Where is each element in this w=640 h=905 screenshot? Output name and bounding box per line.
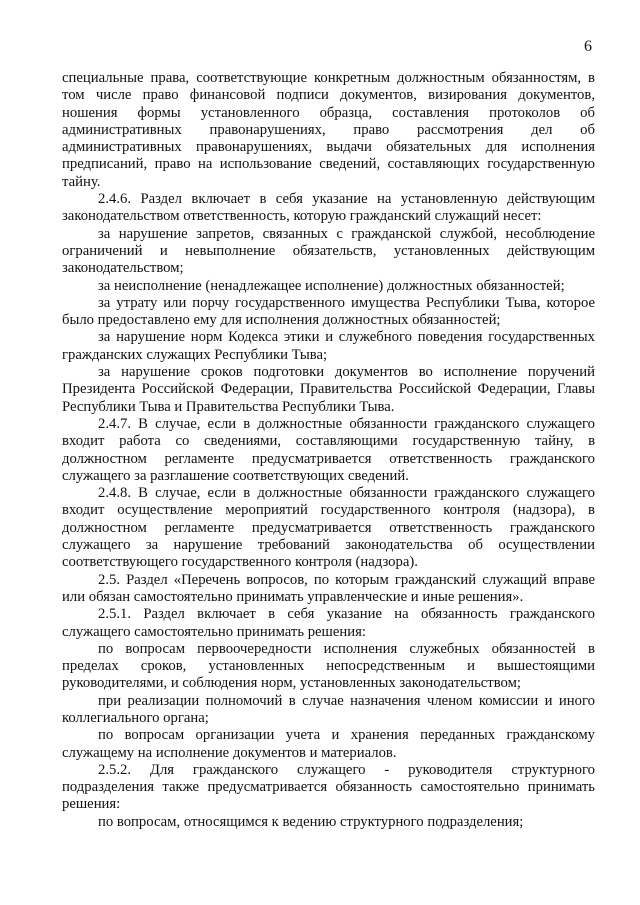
paragraph: за нарушение норм Кодекса этики и служебного поведения государственных гражданских служащих Республики Тыва; <box>62 329 595 363</box>
paragraph: по вопросам первоочередности исполнения служебных обязанностей в пределах сроков, установленных непосредственным и вышестоящими руководителями, и соблюдения норм, установленных законодательством; <box>62 640 595 692</box>
paragraph: 2.4.7. В случае, если в должностные обязанности гражданского служащего входит работа со сведениями, составляющими государственную тайну, в должностном регламенте предусматривается ответственность гражданского служащего за разглашение соответствующих сведений. <box>62 415 595 484</box>
document-body <box>62 70 595 831</box>
paragraph: 2.4.6. Раздел включает в себя указание на установленную действующим законодательством ответственность, которую гражданский служащий несет: <box>62 191 595 225</box>
paragraph: 2.5.2. Для гражданского служащего - руководителя структурного подразделения также предусматривается обязанность самостоятельно принимать решения: <box>62 761 595 813</box>
page-number: 6 <box>584 38 592 55</box>
paragraph: за утрату или порчу государственного имущества Республики Тыва, которое было предоставлено ему для исполнения должностных обязанностей; <box>62 294 595 329</box>
paragraph: специальные права, соответствующие конкретным должностным обязанностям, в том числе право финансовой подписи документов, визирования документов, ношения формы установленного образца, составления протоколов об административных правонарушениях, право рассмотрения дел об административных правонарушениях, выдачи обязательных для исполнения предписаний, право на использование сведений, составляющих государственную тайну. <box>62 70 595 190</box>
paragraph: 2.5. Раздел «Перечень вопросов, по которым гражданский служащий вправе или обязан самостоятельно принимать управленческие и иные решения». <box>62 571 595 605</box>
paragraph: при реализации полномочий в случае назначения членом комиссии и иного коллегиального органа; <box>62 692 595 726</box>
paragraph: за неисполнение (ненадлежащее исполнение) должностных обязанностей; <box>98 277 565 294</box>
paragraph: по вопросам организации учета и хранения переданных гражданскому служащему на исполнение документов и материалов. <box>62 727 595 761</box>
paragraph: 2.5.1. Раздел включает в себя указание на обязанность гражданского служащего самостоятельно принимать решения: <box>62 606 595 640</box>
paragraph: по вопросам, относящимся к ведению структурного подразделения; <box>98 813 524 830</box>
paragraph: за нарушение сроков подготовки документов во исполнение поручений Президента Российской Федерации, Правительства Российской Федерации, Главы Республики Тыва и Правительства Республики Тыва. <box>62 364 595 415</box>
paragraph: 2.4.8. В случае, если в должностные обязанности гражданского служащего входит осуществление мероприятий государственного контроля (надзора), в должностном регламенте предусматривается ответственность гражданского служащего за нарушение требований законодательства об осуществлении соответствующего государственного контроля (надзора). <box>62 485 595 571</box>
paragraph: за нарушение запретов, связанных с гражданской службой, несоблюдение ограничений и невыполнение обязательств, установленных действующим законодательством; <box>62 225 595 277</box>
